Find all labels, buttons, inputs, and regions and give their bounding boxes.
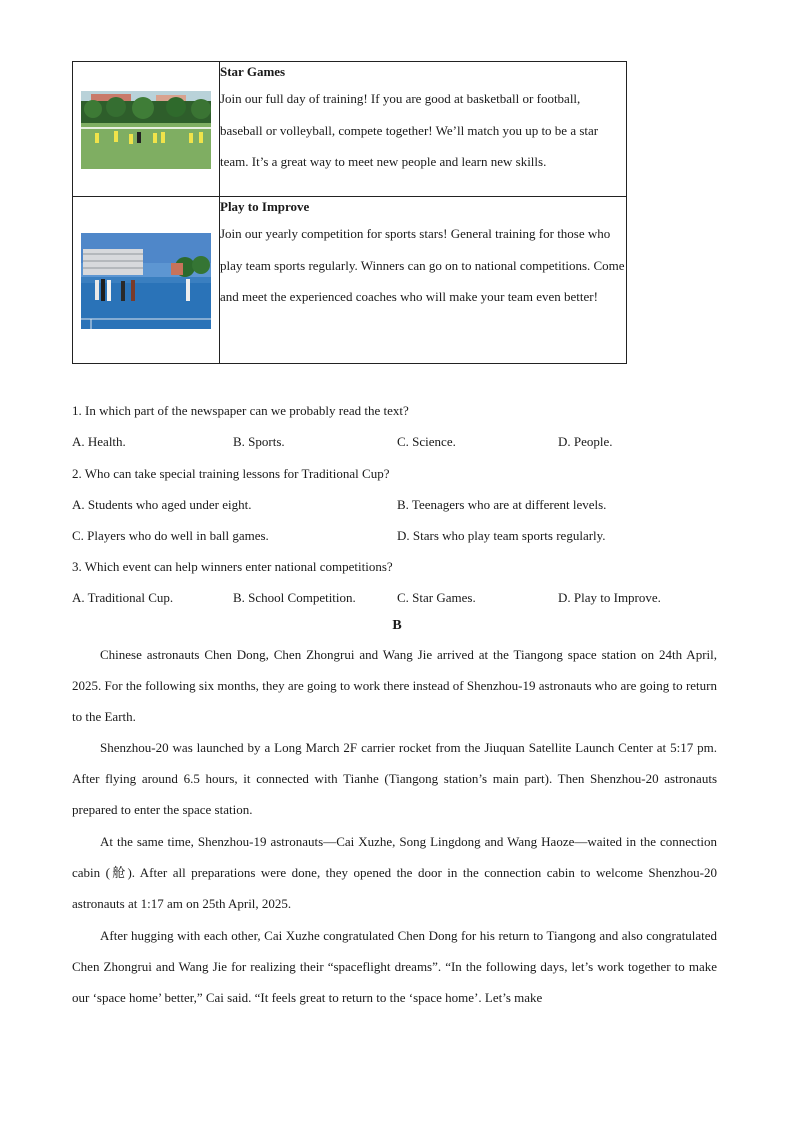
answer-option[interactable]: A. Traditional Cup. <box>72 590 174 605</box>
football-training-photo <box>81 91 211 169</box>
passage-paragraph: At the same time, Shenzhou-19 astronauts—Cai Xuzhe, Song Lingdong and Wang Haoze—waited in the connection cabin (舱). After all preparations were done, they opened the door in the connection cabin to welcome Shenzhou-20 astronauts at 1:17 am on 25th April, 2025. <box>72 834 717 912</box>
basketball-court-photo <box>81 233 211 329</box>
answer-option[interactable]: A. Students who aged under eight. <box>72 497 252 512</box>
event-title: Star Games <box>220 64 286 79</box>
answer-option[interactable]: C. Players who do well in ball games. <box>72 528 269 543</box>
event-image-cell <box>73 62 220 197</box>
event-text-cell <box>220 62 627 197</box>
answer-option[interactable]: B. School Competition. <box>233 590 356 605</box>
answer-option[interactable]: B. Sports. <box>233 434 285 449</box>
answer-option[interactable]: D. Stars who play team sports regularly. <box>397 528 606 543</box>
question-stem: 1. In which part of the newspaper can we probably read the text? <box>72 403 409 418</box>
question-stem: 2. Who can take special training lessons for Traditional Cup? <box>72 466 390 481</box>
event-text-cell <box>220 197 627 364</box>
answer-option[interactable]: B. Teenagers who are at different levels. <box>397 497 607 512</box>
answer-option[interactable]: D. Play to Improve. <box>558 590 661 605</box>
answer-option[interactable]: C. Science. <box>397 434 456 449</box>
event-description: Join our yearly competition for sports stars! General training for those who play team sports regularly. Winners can go on to national competitions. Come and meet the experienced coaches who will make your team even better! <box>220 226 625 304</box>
passage-paragraph: After hugging with each other, Cai Xuzhe congratulated Chen Dong for his return to Tiangong and also congratulated Chen Zhongrui and Wang Jie for realizing their “spaceflight dreams”. “In the following days, let’s work together to make our ‘space home’ better,” Cai said. “It feels great to return to the ‘space home’. Let’s make <box>72 928 717 1006</box>
question-stem: 3. Which event can help winners enter national competitions? <box>72 559 393 574</box>
answer-option[interactable]: D. People. <box>558 434 613 449</box>
answer-option[interactable]: A. Health. <box>72 434 126 449</box>
event-description: Join our full day of training! If you are good at basketball or football, baseball or volleyball, compete together! We’ll match you up to be a star team. It’s a great way to meet new people and learn new skills. <box>220 91 599 169</box>
section-heading: B <box>392 618 402 633</box>
event-image-cell <box>73 197 220 364</box>
passage-paragraph: Shenzhou-20 was launched by a Long March 2F carrier rocket from the Jiuquan Satellite Launch Center at 5:17 pm. After flying around 6.5 hours, it connected with Tianhe (Tiangong station’s main part). Then Shenzhou-20 astronauts prepared to enter the space station. <box>72 740 717 818</box>
passage-paragraph: Chinese astronauts Chen Dong, Chen Zhongrui and Wang Jie arrived at the Tiangong space station on 24th April, 2025. For the following six months, they are going to work there instead of Shenzhou-19 astronauts who are going to return to the Earth. <box>72 647 717 725</box>
event-title: Play to Improve <box>220 199 310 214</box>
event-row <box>73 62 627 197</box>
answer-option[interactable]: C. Star Games. <box>397 590 476 605</box>
events-table <box>72 61 627 364</box>
event-row <box>73 197 627 364</box>
